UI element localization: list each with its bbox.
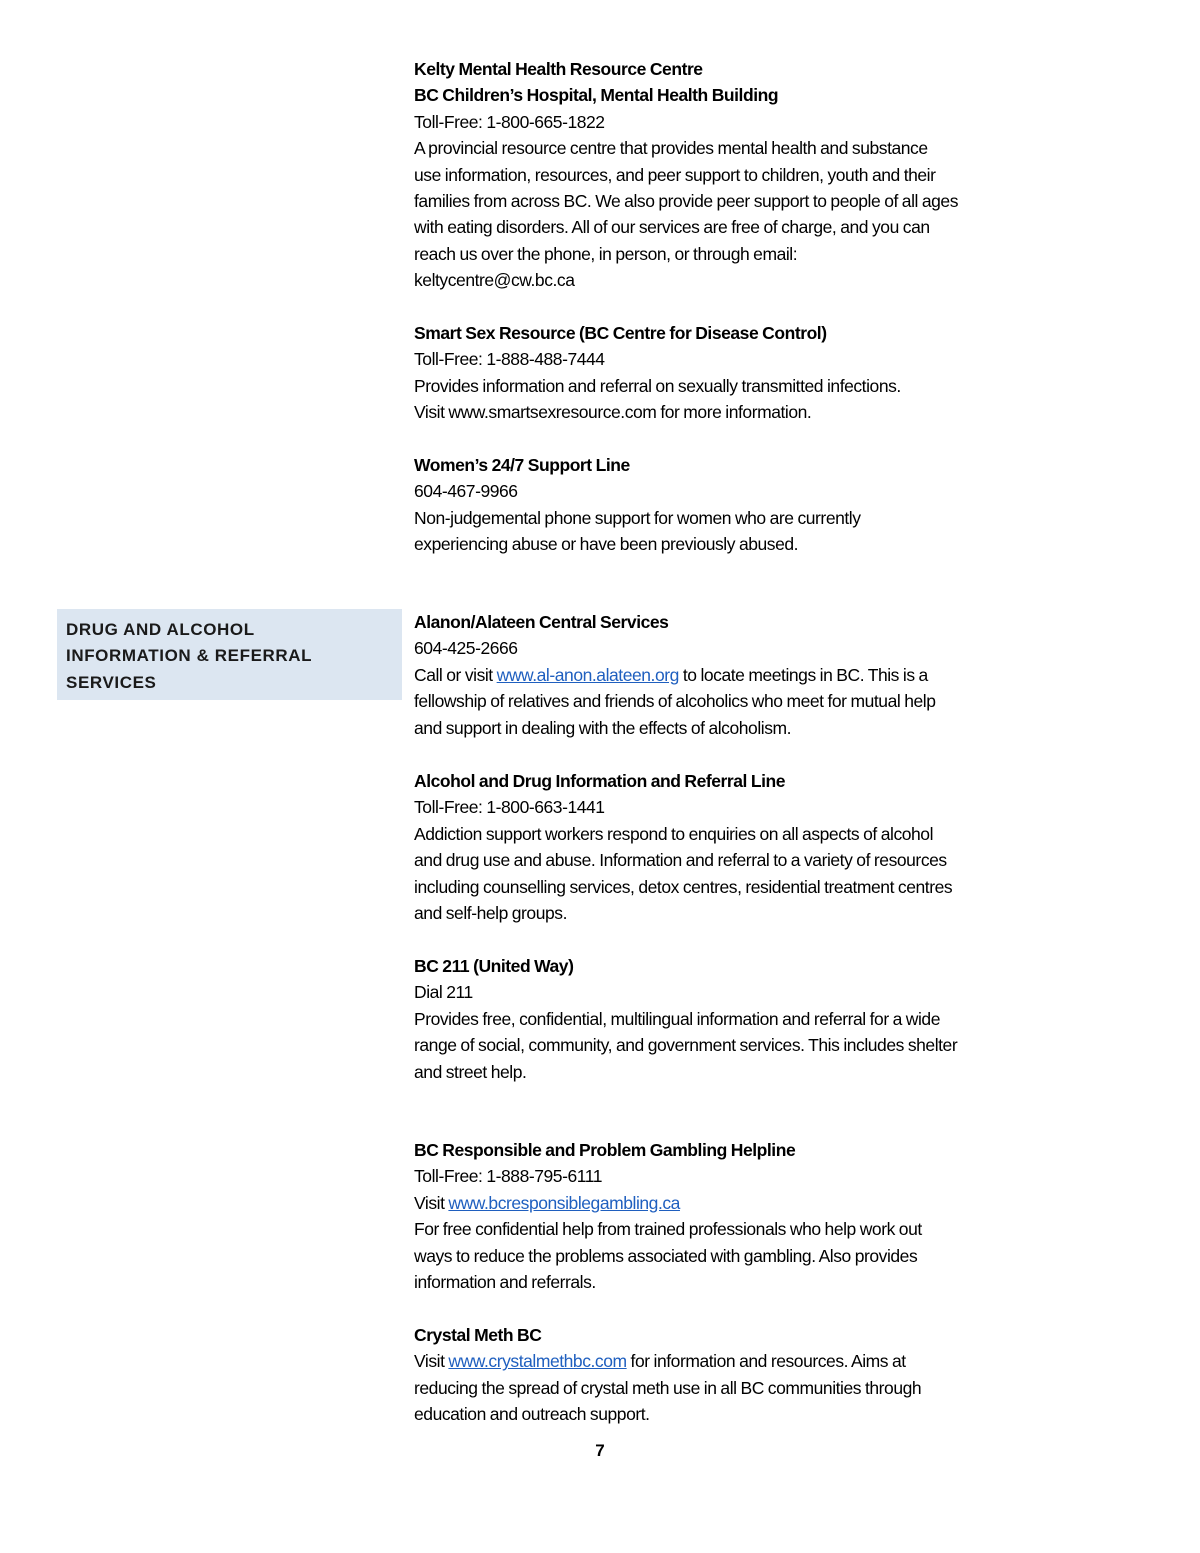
entry-description-line: and support in dealing with the effects of alcoholism.: [414, 717, 792, 738]
entry-phone: Toll-Free: 1-800-665-1822: [414, 111, 605, 132]
entry-description-line: Non-judgemental phone support for women who are currently: [414, 507, 861, 528]
gambling-website-link[interactable]: www.bcresponsiblegambling.ca: [448, 1192, 680, 1213]
entry-title: BC 211 (United Way): [414, 956, 574, 976]
entry-description-line: and drug use and abuse. Information and referral to a variety of resources: [414, 850, 947, 871]
entry-title: Smart Sex Resource (BC Centre for Disease Control): [414, 323, 827, 343]
resource-entry-alanon: [414, 609, 1079, 741]
entry-description-line: experiencing abuse or have been previously abused.: [414, 534, 799, 555]
entry-description-line: fellowship of relatives and friends of alcoholics who meet for mutual help: [414, 691, 936, 712]
resource-entry-crystal-meth: [414, 1322, 1079, 1428]
alanon-website-link[interactable]: www.al-anon.alateen.org: [496, 664, 679, 685]
text-segment: to locate meetings in BC. This is a: [678, 664, 928, 685]
entry-description-line: A provincial resource centre that provides mental health and substance: [414, 138, 928, 159]
entry-phone: 604-467-9966: [414, 481, 518, 502]
entry-description-line: and self-help groups.: [414, 903, 567, 924]
entry-description-line: reach us over the phone, in person, or through email:: [414, 243, 798, 264]
entry-description-line: Provides free, confidential, multilingual information and referral for a wide: [414, 1008, 940, 1029]
entry-description-line: education and outreach support.: [414, 1404, 650, 1425]
entry-description-line: Provides information and referral on sexually transmitted infections.: [414, 375, 901, 396]
entry-title: Alcohol and Drug Information and Referral Line: [414, 771, 786, 791]
entry-title: Crystal Meth BC: [414, 1325, 542, 1345]
resource-entry-alcohol-drug-line: [414, 768, 1079, 926]
text-segment: Call or visit: [414, 664, 497, 685]
entry-description-line: use information, resources, and peer support to children, youth and their: [414, 164, 936, 185]
section-label-line: INFORMATION & REFERRAL: [66, 646, 313, 666]
page-number: 7: [595, 1441, 605, 1460]
resource-entry-smart-sex: [414, 320, 1079, 426]
section-label-line: SERVICES: [66, 672, 157, 692]
entry-description-line: with eating disorders. All of our services are free of charge, and you can: [414, 217, 930, 238]
entry-phone: Toll-Free: 1-800-663-1441: [414, 797, 605, 818]
entry-description-line: For free confidential help from trained professionals who help work out: [414, 1219, 922, 1240]
entry-description-line: Visit www.smartsexresource.com for more information.: [414, 402, 812, 423]
entry-description-line: Addiction support workers respond to enquiries on all aspects of alcohol: [414, 823, 934, 844]
entry-description-line: reducing the spread of crystal meth use in all BC communities through: [414, 1377, 922, 1398]
section-label-line: DRUG AND ALCOHOL: [66, 620, 255, 639]
entry-title: Kelty Mental Health Resource Centre: [414, 59, 703, 79]
text-segment: Visit: [414, 1192, 449, 1213]
entry-subtitle: BC Children’s Hospital, Mental Health Building: [414, 85, 779, 106]
section-label-drug-alcohol: [57, 609, 402, 700]
entry-email: keltycentre@cw.bc.ca: [414, 270, 575, 291]
entry-description-line: ways to reduce the problems associated with gambling. Also provides: [414, 1245, 918, 1266]
entry-phone: 604-425-2666: [414, 638, 518, 659]
entry-title: BC Responsible and Problem Gambling Helpline: [414, 1140, 796, 1160]
entry-description-line: including counselling services, detox centres, residential treatment centres: [414, 876, 953, 897]
entry-phone: Toll-Free: 1-888-488-7444: [414, 349, 605, 370]
resource-entry-womens-support: [414, 452, 1079, 558]
entry-phone: Toll-Free: 1-888-795-6111: [414, 1166, 602, 1187]
entry-description-line: range of social, community, and government services. This includes shelter: [414, 1035, 958, 1056]
text-segment: for information and resources. Aims at: [626, 1351, 906, 1372]
entry-description-line: families from across BC. We also provide peer support to people of all ages: [414, 191, 959, 212]
resource-entry-kelty: [414, 56, 1079, 294]
entry-title: Women’s 24/7 Support Line: [414, 455, 630, 475]
entry-title: Alanon/Alateen Central Services: [414, 612, 669, 632]
resource-entry-gambling-helpline: [414, 1137, 1079, 1295]
crystal-meth-website-link[interactable]: www.crystalmethbc.com: [448, 1351, 627, 1372]
entry-phone: Dial 211: [414, 982, 473, 1003]
entry-visit-line: [414, 1190, 1079, 1216]
entry-description-line: [414, 662, 1079, 688]
entry-description-line: information and referrals.: [414, 1272, 596, 1293]
text-segment: Visit: [414, 1351, 449, 1372]
entry-description-line: [414, 1348, 1079, 1374]
resource-entry-bc-211: [414, 953, 1079, 1085]
entry-description-line: and street help.: [414, 1061, 527, 1082]
